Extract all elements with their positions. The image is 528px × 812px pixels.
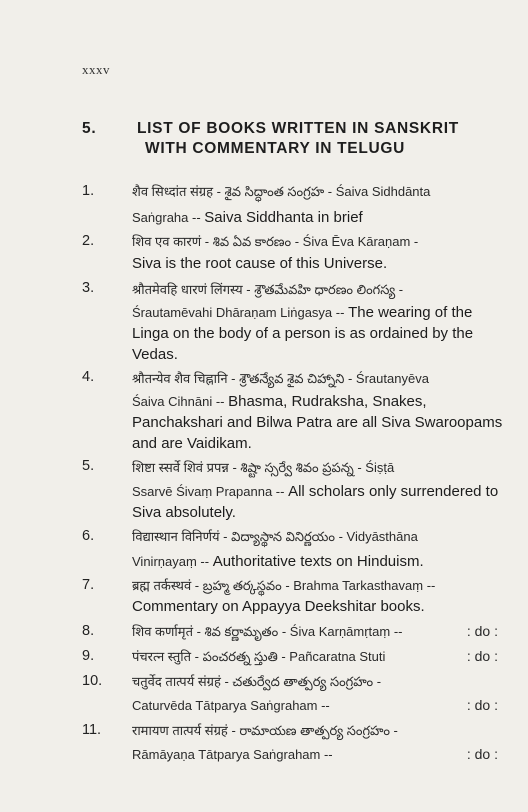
entry-transliteration: Caturvēda Tātparya Saṅgraham --: [132, 698, 330, 713]
entry-description: All scholars only surrendered to Siva absolutely.: [132, 483, 499, 521]
entry-number: 8.: [82, 623, 95, 639]
entry-title: शैव सिध्दांत संग्रह - శైవ సిద్ధాంత సంగ్రహ - Śaiva Sidhdānta: [132, 184, 431, 199]
entry-description: Authoritative texts on Hinduism.: [212, 553, 424, 570]
section-title-line2: WITH COMMENTARY IN TELUGU: [145, 140, 406, 157]
entry-transliteration: Vinirṇayaṃ --: [132, 554, 213, 569]
entry-title: श्रौतन्येव शैव चिह्नानि - శ్రౌతన్యేవ శైవ చిహ్నాని - Śrautanyēva: [132, 371, 429, 386]
entry-description: Bhasma, Rudraksha, Snakes, Panchakshari and Bilwa Patra are all Siva Swaroopams and are Vaidikam.: [132, 393, 503, 452]
ditto-mark: : do :: [466, 623, 498, 639]
entry-description: Commentary on Appayya Deekshitar books.: [132, 598, 425, 615]
entry-transliteration: Rāmāyaṇa Tātparya Saṅgraham --: [132, 747, 333, 762]
entry-number: 3.: [82, 280, 95, 296]
entry-number: 6.: [82, 528, 95, 544]
entry-number: 7.: [82, 577, 95, 593]
entry-description: Siva is the root cause of this Universe.: [132, 255, 388, 272]
entry-number: 9.: [82, 648, 95, 664]
entry-title: पंचरत्न स्तुति - పంచరత్న స్తుతి - Pañcaratna Stuti: [132, 649, 386, 664]
entry-number: 4.: [82, 369, 95, 385]
entry-title: चतुर्वेद तात्पर्य संग्रहं - చతుర్వేద తాత్పర్య సంగ్రహం -: [132, 674, 382, 689]
entry-title: रामायण तात्पर्य संग्रहं - రామాయణ తాత్పర్య సంగ్రహం -: [132, 723, 398, 738]
entry-title: ब्रह्म तर्कस्थवं - బ్రహ్మ తర్కస్థవం - Brahma Tarkasthavaṃ --: [132, 578, 436, 593]
ditto-mark: : do :: [466, 648, 498, 664]
section-number: 5.: [82, 120, 97, 137]
entry-transliteration: Ssarvē Śivaṃ Prapanna --: [132, 484, 289, 499]
entry-transliteration: Śaiva Cihnāni --: [132, 394, 229, 409]
page-number: xxxv: [82, 62, 110, 77]
ditto-mark: : do :: [466, 697, 498, 713]
entry-number: 2.: [82, 233, 95, 249]
entry-title: शिव एव कारणं - శివ ఏవ కారణం - Śiva Ēva Kāraṇam -: [132, 234, 419, 249]
section-title-line1: LIST OF BOOKS WRITTEN IN SANSKRIT: [137, 120, 459, 137]
entry-number: 1.: [82, 183, 95, 199]
entry-number: 11.: [82, 722, 102, 738]
entry-number: 10.: [82, 673, 103, 689]
entry-transliteration: Śrautamēvahi Dhāraṇam Liṅgasya --: [132, 305, 349, 320]
entry-title: विद्यास्थान विनिर्णयं - విద్యాస్థాన వినిర్ణయం - Vidyāsthāna: [132, 529, 418, 544]
entry-description: Saiva Siddhanta in brief: [204, 209, 363, 226]
entry-title: श्रौतमेवहि धारणं लिंगस्य - శ్రౌతమేవహి ధారణం లింగస్య -: [132, 282, 404, 297]
entry-description: The wearing of the Linga on the body of a person is as ordained by the Vedas.: [132, 304, 474, 363]
entry-number: 5.: [82, 458, 95, 474]
entry-transliteration: Saṅgraha --: [132, 210, 205, 225]
entry-title: शिष्टा स्सर्वे शिवं प्रपन्न - శిష్టా స్సర్వే శివం ప్రపన్న - Śiṣṭā: [132, 460, 395, 475]
ditto-mark: : do :: [466, 746, 498, 762]
entry-title: शिव कर्णामृतं - శివ కర్ణామృతం - Śiva Karṇāmṛtaṃ --: [132, 624, 403, 639]
